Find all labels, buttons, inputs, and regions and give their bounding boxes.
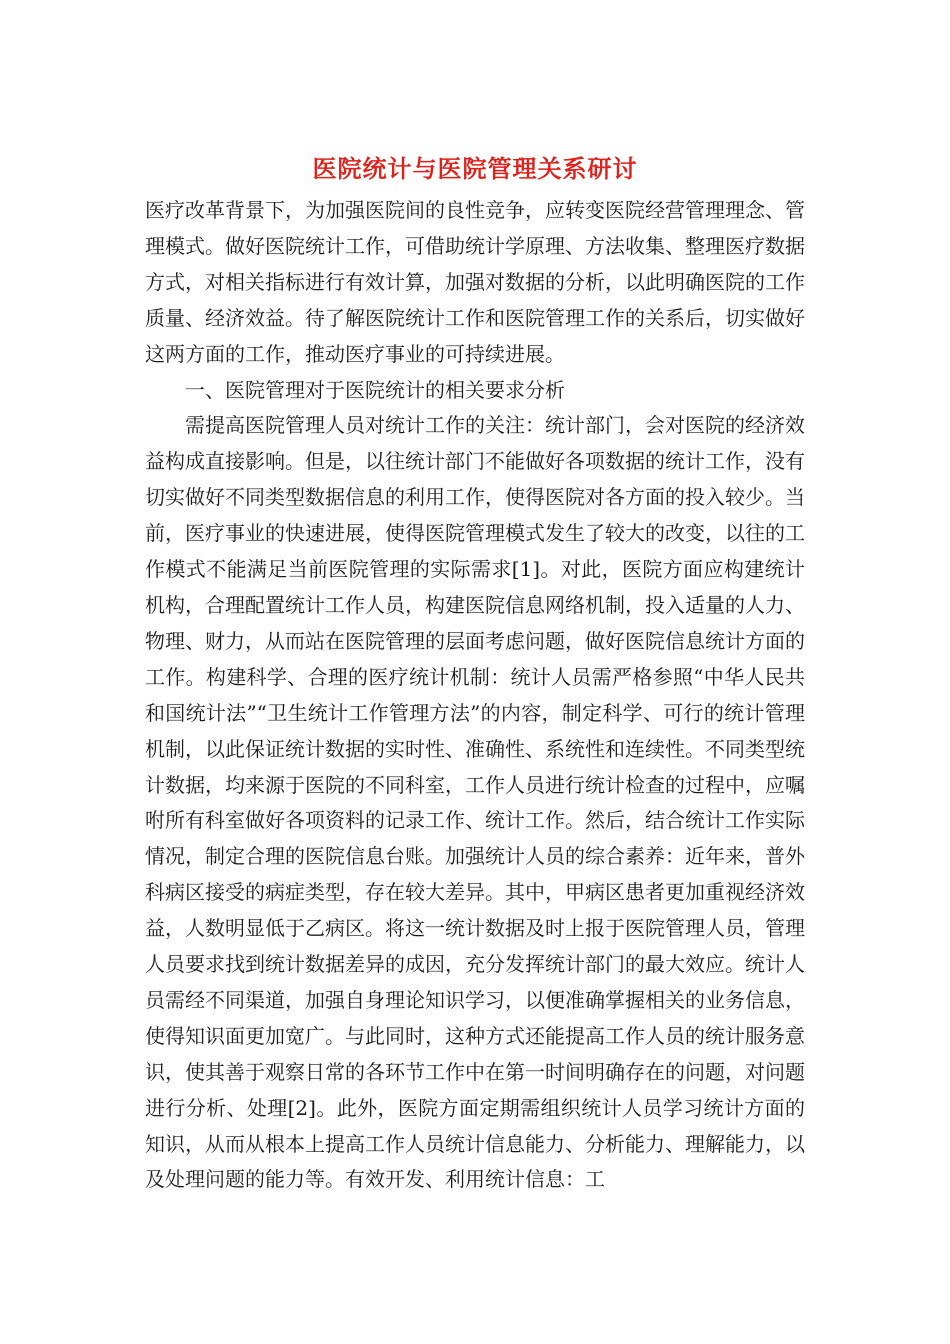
document-title: 医院统计与医院管理关系研讨 — [312, 154, 638, 183]
intro-paragraph: 医疗改革背景下，为加强医院间的良性竞争，应转变医院经营管理理念、管理模式。做好医院统计工作，可借助统计学原理、方法收集、整理医疗数据方式，对相关指标进行有效计算，加强对数据的分析，以此明确医院的工作质量、经济效益。待了解医院统计工作和医院管理工作的关系后，切实做好这两方面的工作，推动医疗事业的可持续进展。 — [145, 198, 805, 366]
document-body — [145, 193, 805, 1198]
body-paragraph: 需提高医院管理人员对统计工作的关注：统计部门，会对医院的经济效益构成直接影响。但是，以往统计部门不能做好各项数据的统计工作，没有切实做好不同类型数据信息的利用工作，使得医院对各方面的投入较少。当前，医疗事业的快速进展，使得医院管理模式发生了较大的改变，以往的工作模式不能满足当前医院管理的实际需求[1]。对此，医院方面应构建统计机构，合理配置统计工作人员，构建医院信息网络机制，投入适量的人力、物理、财力，从而站在医院管理的层面考虑问题，做好医院信息统计方面的工作。构建科学、合理的医疗统计机制：统计人员需严格参照“中华人民共和国统计法”“卫生统计工作管理方法”的内容，制定科学、可行的统计管理机制，以此保证统计数据的实时性、准确性、系统性和连续性。不同类型统计数据，均来源于医院的不同科室，工作人员进行统计检查的过程中，应嘱咐所有科室做好各项资料的记录工作、统计工作。然后，结合统计工作实际情况，制定合理的医院信息台账。加强统计人员的综合素养：近年来，普外科病区接受的病症类型，存在较大差异。其中，甲病区患者更加重视经济效益，人数明显低于乙病区。将这一统计数据及时上报于医院管理人员，管理人员要求找到统计数据差异的成因，充分发挥统计部门的最大效应。统计人员需经不同渠道，加强自身理论知识学习，以便准确掌握相关的业务信息，使得知识面更加宽广。与此同时，这种方式还能提高工作人员的统计服务意识，使其善于观察日常的各环节工作中在第一时间明确存在的问题，对问题进行分析、处理[2]。此外，医院方面定期需组织统计人员学习统计方面的知识，从而从根本上提高工作人员统计信息能力、分析能力、理解能力，以及处理问题的能力等。有效开发、利用统计信息：工 — [145, 413, 805, 1192]
section-heading: 一、医院管理对于医院统计的相关要求分析 — [185, 377, 565, 402]
